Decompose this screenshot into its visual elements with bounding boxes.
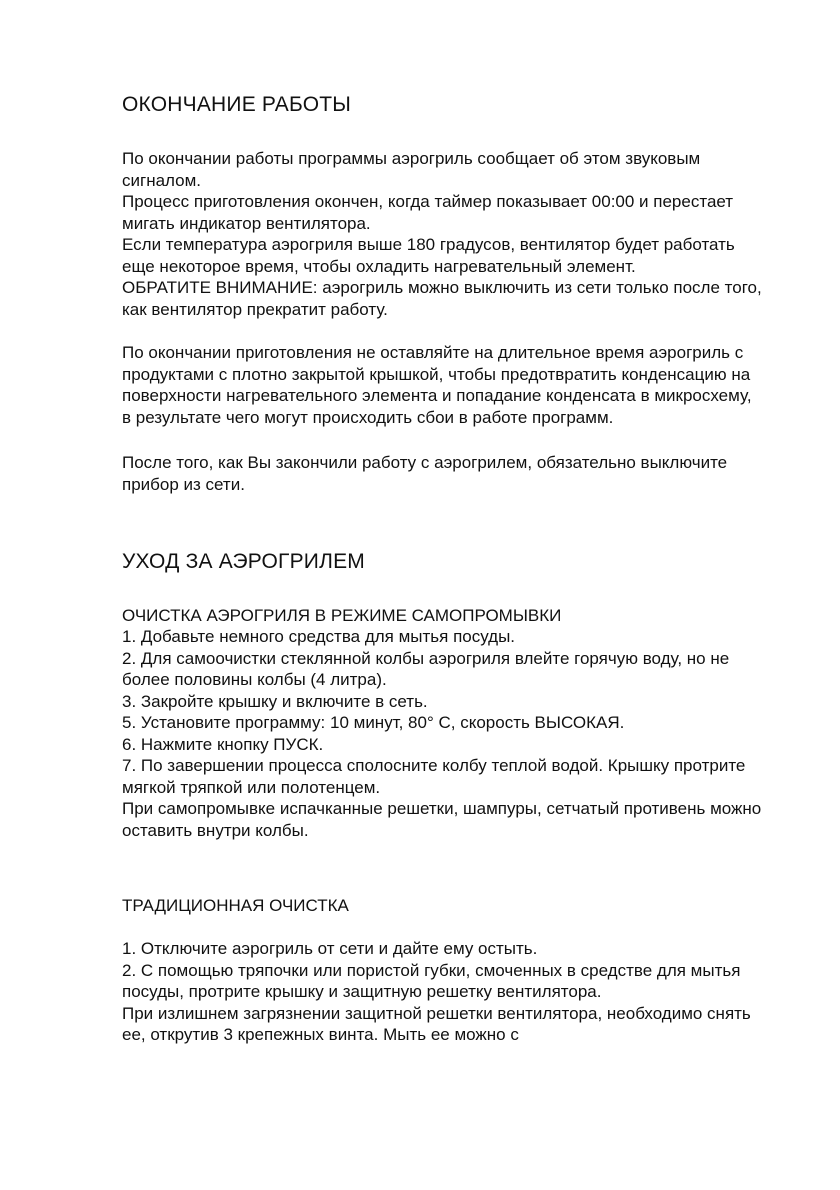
- paragraph-line: Если температура аэрогриля выше 180 градусов, вентилятор будет работать еще некоторое время, чтобы охладить нагревательный элемент.: [122, 235, 735, 276]
- paragraph-line: По окончании работы программы аэрогриль сообщает об этом звуковым сигналом.: [122, 149, 701, 190]
- step-line: При излишнем загрязнении защитной решетки вентилятора, необходимо снять ее, открутив 3 крепежных винта. Мыть ее можно с: [122, 1003, 751, 1044]
- step-line: 5. Установите программу: 10 минут, 80° С, скорость ВЫСОКАЯ.: [122, 713, 625, 732]
- document-page: [122, 92, 762, 1046]
- step-line: 1. Добавьте немного средства для мытья посуды.: [122, 627, 516, 646]
- traditional-cleaning-steps: [122, 938, 762, 1046]
- section-title-end-of-work: ОКОНЧАНИЕ РАБОТЫ: [122, 93, 352, 116]
- traditional-cleaning-subtitle: ТРАДИЦИОННАЯ ОЧИСТКА: [122, 896, 349, 915]
- self-cleaning-steps: [122, 626, 762, 841]
- step-line: 2. С помощью тряпочки или пористой губки, смоченных в средстве для мытья посуды, протрите крышку и защитную решетку вентилятора.: [122, 960, 741, 1001]
- paragraph-line: Процесс приготовления окончен, когда таймер показывает 00:00 и перестает мигать индикатор вентилятора.: [122, 192, 734, 233]
- end-of-work-paragraph: [122, 148, 762, 320]
- step-line: 3. Закройте крышку и включите в сеть.: [122, 691, 428, 711]
- unplug-reminder-paragraph: После того, как Вы закончили работу с аэрогрилем, обязательно выключите прибор из сети.: [122, 453, 728, 494]
- step-line: 1. Отключите аэрогриль от сети и дайте ему остыть.: [122, 939, 538, 958]
- step-line: 7. По завершении процесса сполосните колбу теплой водой. Крышку протрите мягкой тряпкой или полотенцем.: [122, 756, 746, 797]
- paragraph-line: ОБРАТИТЕ ВНИМАНИЕ: аэрогриль можно выключить из сети только после того, как вентилятор прекратит работу.: [122, 278, 762, 319]
- condensation-warning-paragraph: По окончании приготовления не оставляйте на длительное время аэрогриль с продуктами с плотно закрытой крышкой, чтобы предотвратить конденсацию на поверхности нагревательного элемента и попадание конденсата в микросхему, в результате чего могут происходить сбои в работе программ.: [122, 343, 752, 427]
- section-title-care: УХОД ЗА АЭРОГРИЛЕМ: [122, 550, 365, 573]
- self-cleaning-subtitle: ОЧИСТКА АЭРОГРИЛЯ В РЕЖИМЕ САМОПРОМЫВКИ: [122, 606, 562, 625]
- step-line: 2. Для самоочистки стеклянной колбы аэрогриля влейте горячую воду, но не более половины колбы (4 литра).: [122, 648, 730, 689]
- step-line: При самопромывке испачканные решетки, шампуры, сетчатый противень можно оставить внутри колбы.: [122, 799, 762, 840]
- step-line: 6. Нажмите кнопку ПУСК.: [122, 734, 324, 754]
